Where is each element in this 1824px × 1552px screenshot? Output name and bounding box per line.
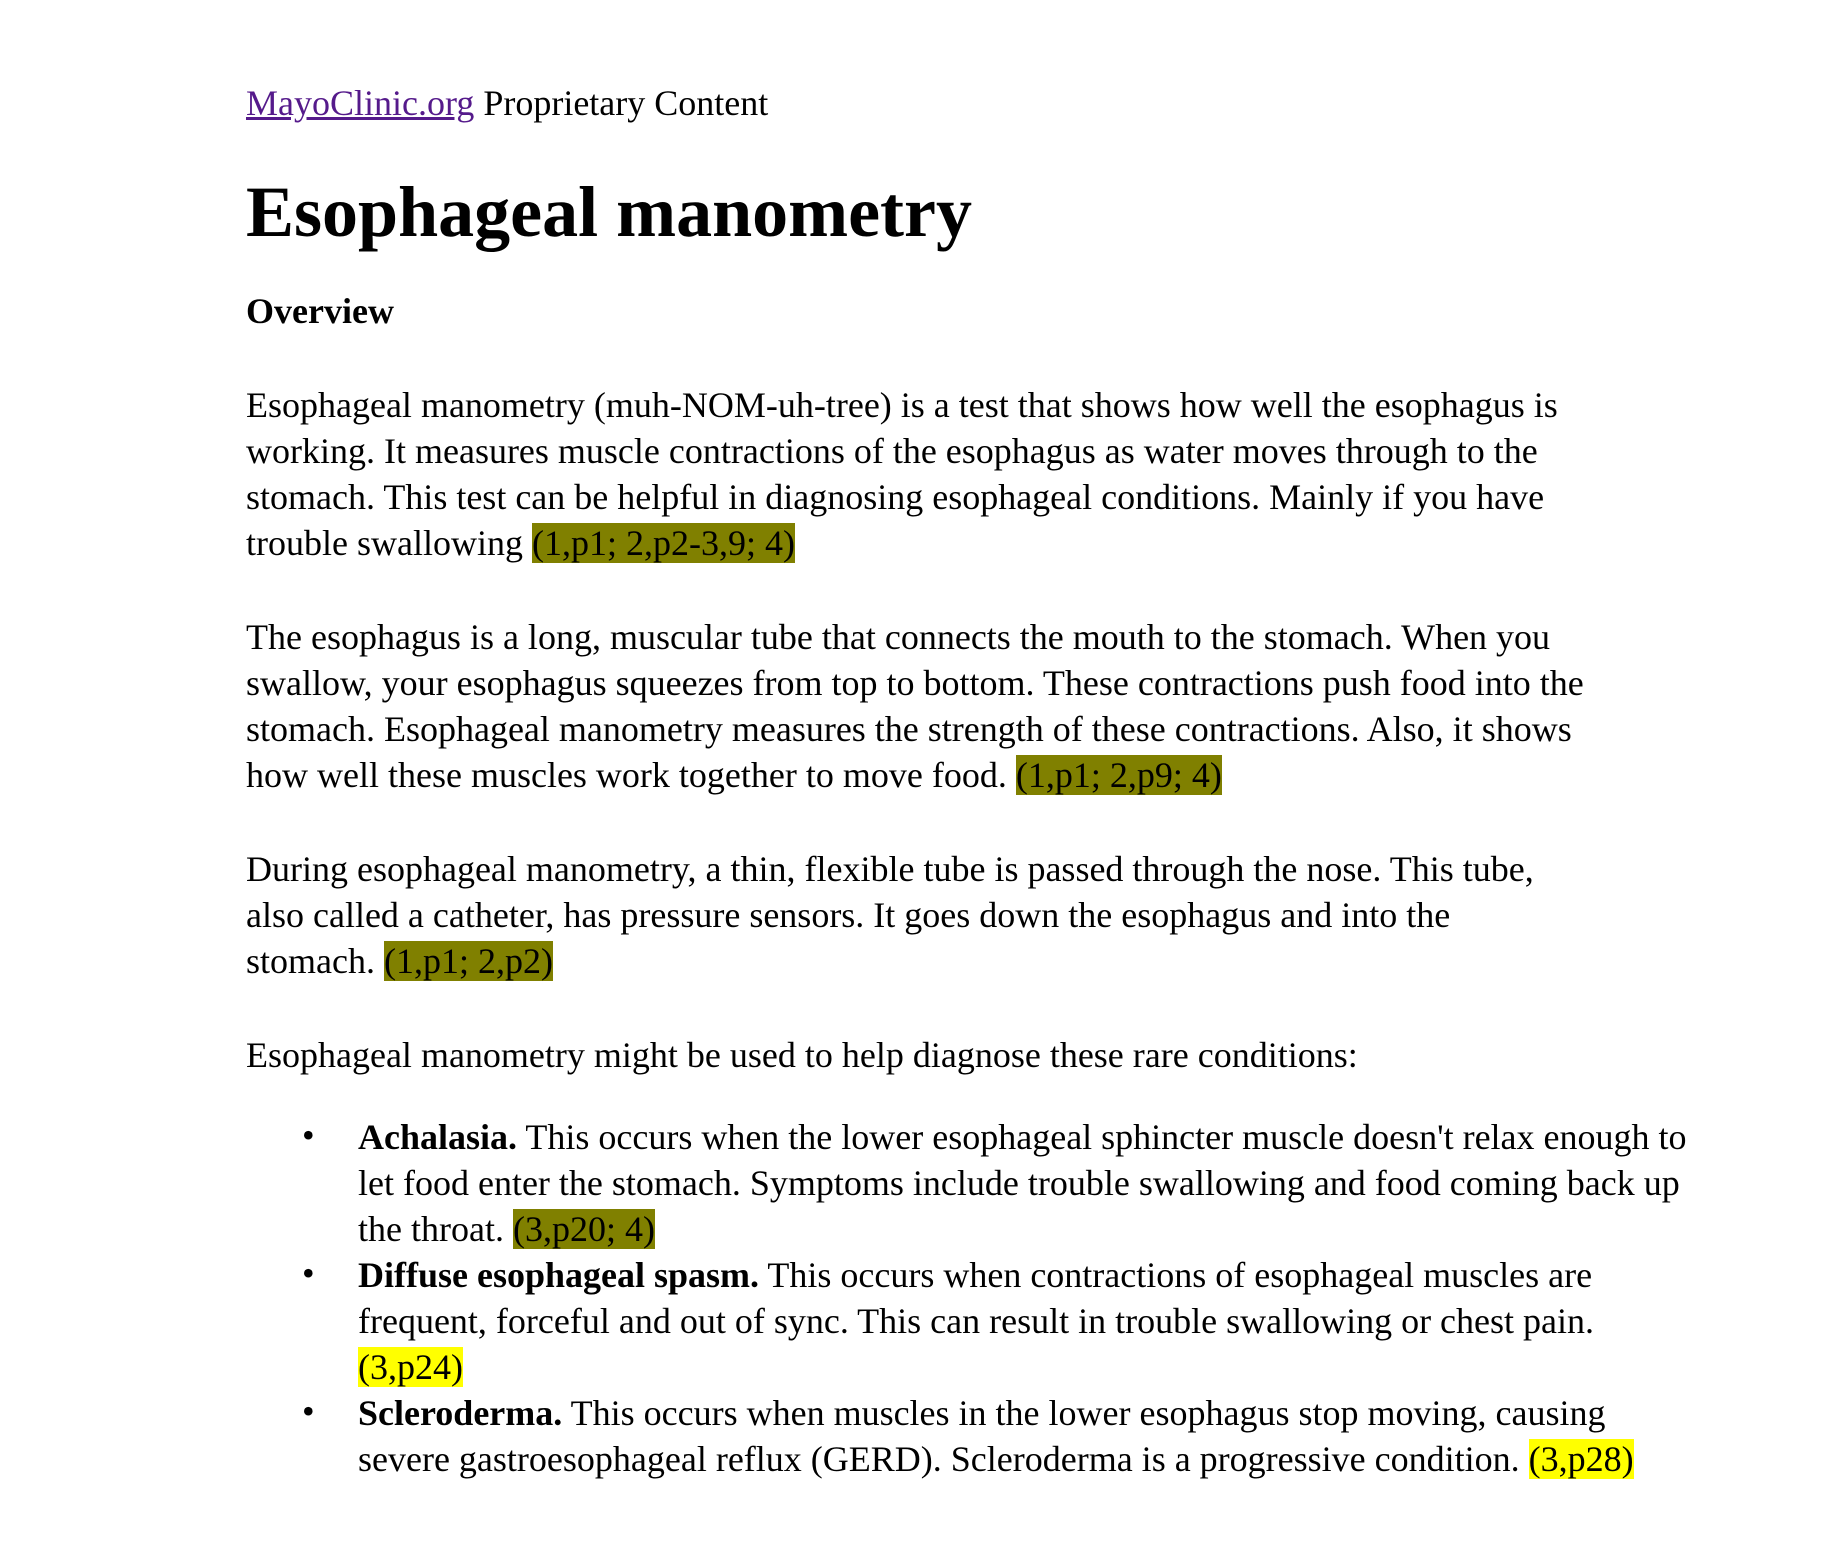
condition-text: This occurs when the lower esophageal sphincter muscle doesn't relax enough to let food enter the stomach. Symptoms include trouble swallowing and food coming back up the throat. (358, 1117, 1687, 1249)
document-page (246, 82, 1687, 1479)
paragraph-text: Esophageal manometry (muh-NOM-uh-tree) is a test that shows how well the esophagus is working. It measures muscle contractions of the esophagus as water moves through to the stomach. This test can be helpful in diagnosing esophageal conditions. Mainly if you have trouble swallowing (246, 385, 1558, 563)
paragraph-1 (246, 382, 1586, 566)
bullet-icon: • (302, 1115, 315, 1155)
bullet-icon: • (302, 1391, 315, 1431)
section-heading-overview: Overview (246, 291, 394, 331)
citation-highlight: (1,p1; 2,p2-3,9; 4) (531, 523, 795, 563)
condition-term: Diffuse esophageal spasm. (358, 1255, 760, 1295)
citation-highlight: (1,p1; 2,p2) (383, 941, 553, 981)
page-title: Esophageal manometry (246, 172, 972, 252)
paragraph-3 (246, 846, 1586, 984)
source-suffix: Proprietary Content (474, 83, 769, 123)
list-item-diffuse-esophageal-spasm (302, 1252, 1698, 1390)
citation-highlight: (3,p28) (1528, 1439, 1634, 1479)
condition-term: Achalasia. (358, 1117, 518, 1157)
condition-text: This occurs when muscles in the lower esophagus stop moving, causing severe gastroesophageal reflux (GERD). Scleroderma is a progressive condition. (358, 1393, 1606, 1479)
citation-highlight: (3,p24) (358, 1347, 463, 1387)
bullet-icon: • (302, 1253, 315, 1293)
mayoclinic-link[interactable]: MayoClinic.org (246, 83, 475, 123)
paragraph-text: During esophageal manometry, a thin, flexible tube is passed through the nose. This tube, also called a catheter, has pressure sensors. It goes down the esophagus and into the stomach. (246, 849, 1534, 981)
citation-highlight: (3,p20; 4) (512, 1209, 655, 1249)
list-item-achalasia (302, 1114, 1698, 1252)
source-line (246, 82, 1586, 124)
condition-text: This occurs when contractions of esophageal muscles are frequent, forceful and out of sync. This can result in trouble swallowing or chest pain. (358, 1255, 1595, 1341)
condition-term: Scleroderma. (358, 1393, 563, 1433)
paragraph-text: The esophagus is a long, muscular tube that connects the mouth to the stomach. When you swallow, your esophagus squeezes from top to bottom. These contractions push food into the stomach. Esophageal manometry measures the strength of these contractions. Also, it shows how well these muscles work together to move food. (246, 617, 1584, 795)
conditions-list (246, 1114, 1698, 1482)
paragraph-4 (246, 1032, 1586, 1078)
paragraph-text: Esophageal manometry might be used to help diagnose these rare conditions: (246, 1035, 1358, 1075)
citation-highlight: (1,p1; 2,p9; 4) (1015, 755, 1222, 795)
list-item-scleroderma (302, 1390, 1698, 1482)
paragraph-2 (246, 614, 1586, 798)
